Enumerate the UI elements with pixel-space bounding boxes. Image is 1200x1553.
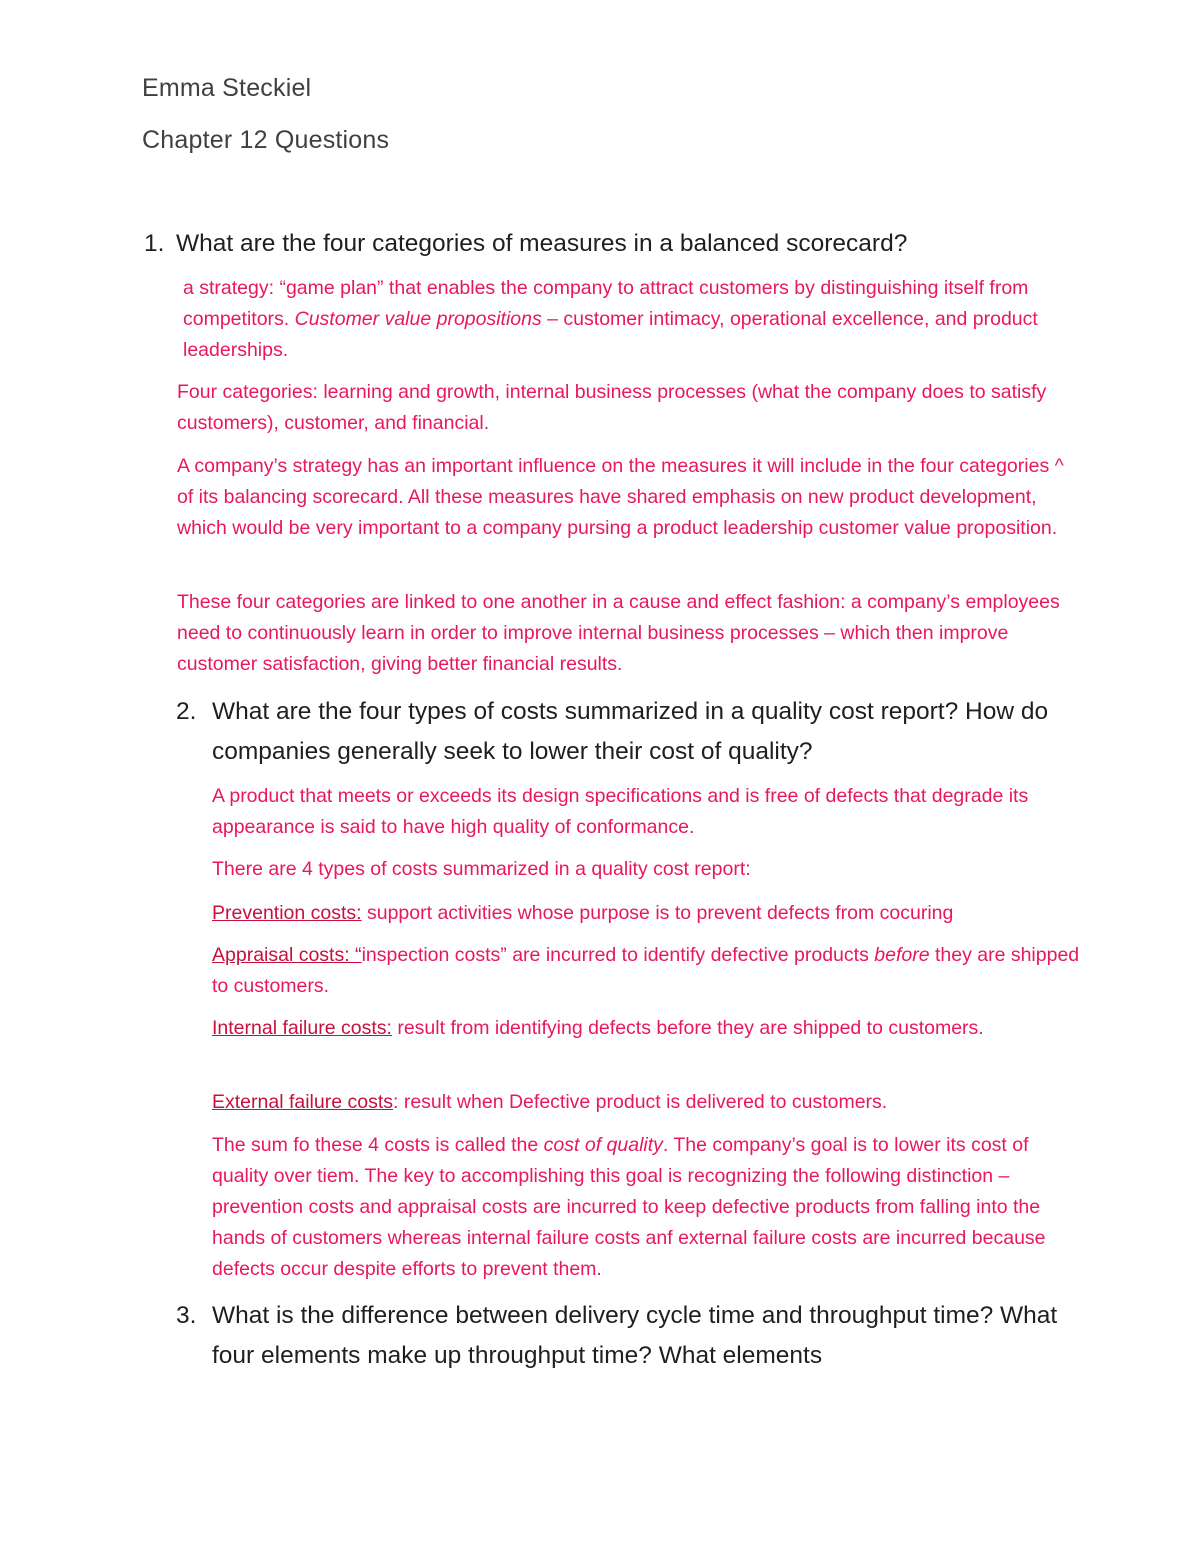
answer-italic: before <box>874 944 930 966</box>
term-label: External failure costs <box>212 1091 393 1113</box>
question-2 <box>176 692 1092 772</box>
external-failure-paragraph <box>212 1087 1082 1118</box>
answer-text: support activities whose purpose is to prevent defects from cocuring <box>361 902 954 924</box>
answer-text: inspection costs” are incurred to identify defective products <box>361 944 875 966</box>
answer-paragraph: A product that meets or exceeds its design specifications and is free of defects that degrade its appearance is said to have high quality of conformance. <box>212 785 1029 838</box>
term-label: Prevention costs: <box>212 902 362 924</box>
question-3 <box>176 1296 1092 1376</box>
question-text: What are the four categories of measures in a balanced scorecard? <box>176 230 908 257</box>
answer-paragraph: A company’s strategy has an important influence on the measures it will include in the four categories ^ of its balancing scorecard. All these measures have shared emphasis on new product development, which would be very important to a company pursing a product leadership customer value proposition. <box>177 455 1064 539</box>
cost-of-quality-paragraph <box>212 1130 1082 1285</box>
answer-paragraph <box>177 273 1077 366</box>
answer-text: they are shipped to customers. <box>212 944 1080 997</box>
term-label: Internal failure costs: <box>212 1017 392 1039</box>
document-title: Chapter 12 Questions <box>142 126 390 154</box>
answer-text: – customer intimacy, operational excellence, and product leaderships. <box>183 308 1038 361</box>
author-name: Emma Steckiel <box>142 74 312 102</box>
answer-text: : result when Defective product is delivered to customers. <box>393 1091 888 1113</box>
answer-text: result from identifying defects before they are shipped to customers. <box>391 1017 984 1039</box>
answer-paragraph: Four categories: learning and growth, internal business processes (what the company does to satisfy customers), customer, and financial. <box>177 381 1047 434</box>
answer-paragraph: There are 4 types of costs summarized in a quality cost report: <box>212 858 751 880</box>
question-text: What is the difference between delivery cycle time and throughput time? What four elements make up throughput time? What elements <box>212 1302 1058 1369</box>
appraisal-costs-paragraph <box>212 940 1082 1002</box>
answer-text: The sum fo these 4 costs is called the <box>212 1134 544 1156</box>
term-label: Appraisal costs: “ <box>212 944 362 966</box>
answer-paragraph: These four categories are linked to one another in a cause and effect fashion: a company’s employees need to continuously learn in order to improve internal business processes – which then improve customer satisfaction, giving better financial results. <box>177 591 1060 675</box>
answer-italic: Customer value propositions <box>294 308 542 330</box>
internal-failure-paragraph <box>212 1013 1082 1044</box>
question-1 <box>144 224 1076 264</box>
question-number: 1. <box>144 230 165 257</box>
question-number: 3. <box>176 1302 197 1329</box>
question-text: What are the four types of costs summarized in a quality cost report? How do companies generally seek to lower their cost of quality? <box>212 698 1049 765</box>
answer-italic: cost of quality <box>543 1134 663 1156</box>
prevention-costs-paragraph <box>212 898 1082 929</box>
answer-text: a strategy: “game plan” that enables the company to attract customers by distinguishing itself from competitors. <box>183 277 1029 330</box>
question-number: 2. <box>176 698 197 725</box>
answer-text: . The company’s goal is to lower its cost of quality over tiem. The key to accomplishing this goal is recognizing the following distinction – prevention costs and appraisal costs are incurred to keep defective products from falling into the hands of customers whereas internal failure costs anf external failure costs are incurred because defects occur despite efforts to prevent them. <box>212 1134 1046 1280</box>
